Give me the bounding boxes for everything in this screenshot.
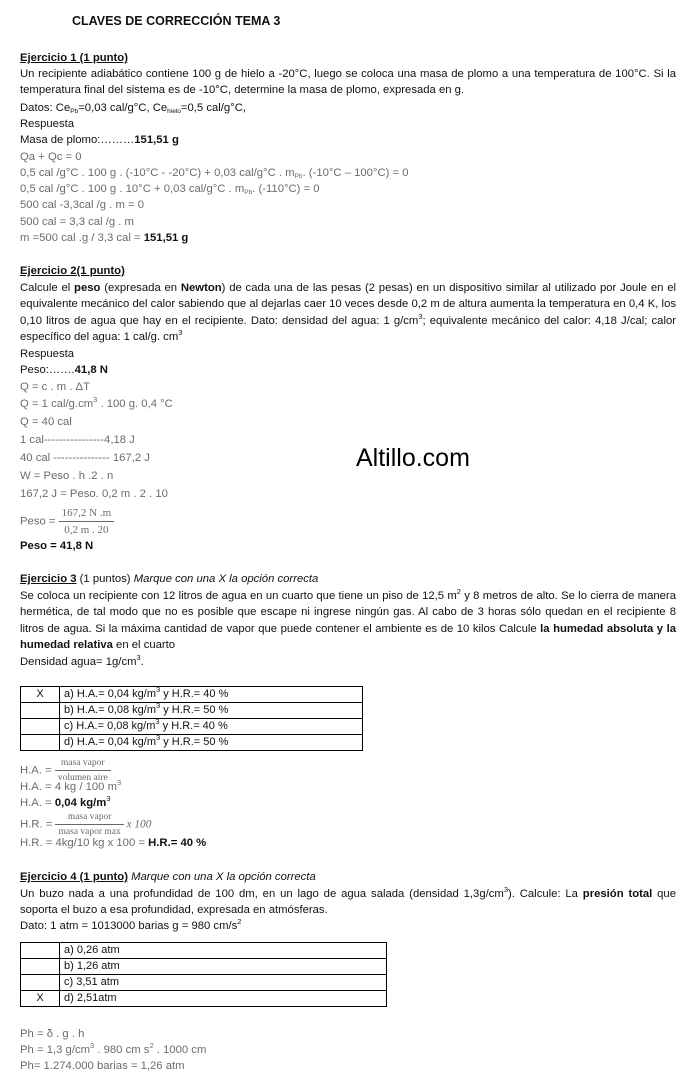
ej1-step: Qa + Qc = 0 xyxy=(20,151,82,163)
ej1-datos: Datos: $Ce_{Pb}=0,03$ cal/g°C, $Ce_{hielo}=0,5$ cal/g°C, xyxy=(20,102,247,115)
option-mark: X xyxy=(21,991,60,1007)
ej2-step: Q = c . m . ΔT xyxy=(20,381,90,393)
ej4-heading: Ejercicio 4 (1 punto) Marque con una X la opción correcta xyxy=(20,871,316,883)
option-row[interactable] xyxy=(21,943,387,959)
page-title: CLAVES DE CORRECCIÓN TEMA 3 xyxy=(72,14,281,28)
ej3-ha-fraction: H.A. = $\frac{\text{masa vapor}}{\text{volumen aire}}$ xyxy=(20,756,111,785)
ej3-ha-step: H.A. = 4 kg / 100 $m^3$ xyxy=(20,778,122,793)
option-row[interactable] xyxy=(21,703,363,719)
ej1-step: 0,5 cal /g°C . 100 g . 10°C + 0,03 cal/g°C . $m_{Pb}$. (-110°C) = 0 xyxy=(20,183,320,196)
option-text: d) 2,51atm xyxy=(60,991,387,1007)
option-row[interactable] xyxy=(21,735,363,751)
option-text: a) 0,26 atm xyxy=(60,943,387,959)
ej2-final: Peso = 41,8 N xyxy=(20,540,94,552)
ej4-step: Ph = δ . g . h xyxy=(20,1028,85,1040)
option-text: b) H.A.= 0,08 $kg/m^3$ y H.R.= 50 % xyxy=(60,703,363,719)
ej4-text: Un buzo nada a una profundidad de 100 dm, en un lago de agua salada (densidad $1,3g/cm^3$). Calcule: La presión total que soporta el buzo a esa profundidad, expresada en atmósferas. xyxy=(20,885,676,917)
ej1-step: 0,5 cal /g°C . 100 g . (-10°C - -20°C) + 0,03 cal/g°C . $m_{Pb}$. (-10°C – 100°C) = 0 xyxy=(20,167,409,180)
ej1-step: m =500 cal .g / 3,3 cal = 151,51 g xyxy=(20,232,189,244)
ej3-hr-fraction: H.R. = $\frac{\text{masa vapor}}{\text{masa vapor max}}$ x 100 xyxy=(20,812,152,837)
ej1-respuesta-label: Respuesta xyxy=(20,118,75,130)
ej3-ha-step: H.A. = 0,04 $kg/m^3$ xyxy=(20,794,111,809)
option-row[interactable] xyxy=(21,991,387,1007)
ej3-heading: Ejercicio 3 (1 puntos) Marque con una X la opción correcta xyxy=(20,573,319,585)
option-mark xyxy=(21,975,60,991)
ej1-step: 500 cal -3,3cal /g . m = 0 xyxy=(20,199,145,211)
option-mark xyxy=(21,959,60,975)
ej2-step: 40 cal --------------- 167,2 J xyxy=(20,452,150,464)
ej2-text: Calcule el peso (expresada en Newton) de cada una de las pesas (2 pesas) en un dispositivo similar al utilizado por Joule en el equivalente mecánico del calor sabiendo que al dejarlas caer 10 veces desde 0,2 m de altura aumenta la temperatura en 0,4 K, los 0,10 litros de agua que hay en el recipiente. Dato: densidad del agua: 1 $g/cm^3$; equivalente mecánico del calor: 4,18 J/cal; calor específico del agua: 1 cal/g. $cm^3$ xyxy=(20,282,676,343)
ej2-answer: Peso:…….41,8 N xyxy=(20,364,108,376)
option-row[interactable] xyxy=(21,975,387,991)
ej2-step: W = Peso . h .2 . n xyxy=(20,470,114,482)
ej4-dato: Dato: 1 atm = 1013000 barias g = 980 $cm/s^2$ xyxy=(20,917,242,932)
ej1-step: 500 cal = 3,3 cal /g . m xyxy=(20,216,134,228)
ej2-heading: Ejercicio 2(1 punto) xyxy=(20,265,125,277)
ej3-densidad: Densidad agua= $1g/cm^3$. xyxy=(20,653,144,668)
option-row[interactable] xyxy=(21,719,363,735)
option-text: d) H.A.= 0,04 $kg/m^3$ y H.R.= 50 % xyxy=(60,735,363,751)
ej1-answer: Masa de plomo:………151,51 g xyxy=(20,134,179,146)
option-mark xyxy=(21,719,60,735)
ej2-step: Q = 1 cal/$g.cm^3$ . 100 g. 0,4 °C xyxy=(20,395,173,410)
ej1-text: Un recipiente adiabático contiene 100 g de hielo a -20°C, luego se coloca una masa de plomo a una temperatura de 100°C. Si la temperatura final del sistema es de -10°C, determine la masa de plomo, expresada en g. xyxy=(20,68,676,97)
option-text: a) H.A.= 0,04 $kg/m^3$ y H.R.= 40 % xyxy=(60,687,363,703)
option-mark xyxy=(21,703,60,719)
ej3-hr-step: H.R. = 4kg/10 kg x 100 = H.R.= 40 % xyxy=(20,837,207,849)
option-mark xyxy=(21,943,60,959)
ej2-step: Q = 40 cal xyxy=(20,416,72,428)
watermark: Altillo.com xyxy=(356,444,470,472)
ej2-step: 1 cal----------------4,18 J xyxy=(20,434,135,446)
ej2-peso-fraction: Peso = $\frac{167,2 N .m}{0,2 m . 20}$ xyxy=(20,505,114,538)
ej4-step: Ph = 1,3 $g/cm^3$ . 980 cm $s^2$ . 1000 cm xyxy=(20,1041,207,1056)
ej3-options-table xyxy=(20,686,363,751)
option-row[interactable] xyxy=(21,687,363,703)
option-row[interactable] xyxy=(21,959,387,975)
option-text: c) H.A.= 0,08 $kg/m^3$ y H.R.= 40 % xyxy=(60,719,363,735)
option-text: c) 3,51 atm xyxy=(60,975,387,991)
option-mark: X xyxy=(21,687,60,703)
ej1-heading: Ejercicio 1 (1 punto) xyxy=(20,52,128,64)
ej2-respuesta-label: Respuesta xyxy=(20,348,75,360)
ej4-step: Ph= 1.274.000 barias = 1,26 atm xyxy=(20,1060,185,1072)
ej2-step: 167,2 J = Peso. 0,2 m . 2 . 10 xyxy=(20,488,168,500)
ej4-options-table xyxy=(20,942,387,1007)
option-mark xyxy=(21,735,60,751)
ej3-text: Se coloca un recipiente con 12 litros de agua en un cuarto que tiene un piso de 12,5 $m^2$ y 8 metros de alto. Se lo cierra de manera hermética, de tal modo que no es posible que escape ni ingrese ningún gas. Al cabo de 3 horas sólo quedan en el recipiente 8 litros de agua. Si la máxima cantidad de vapor que puede contener el ambiente es de 10 kilos Calcule la humedad absoluta y la humedad relativa en el cuarto xyxy=(20,587,676,651)
option-text: b) 1,26 atm xyxy=(60,959,387,975)
